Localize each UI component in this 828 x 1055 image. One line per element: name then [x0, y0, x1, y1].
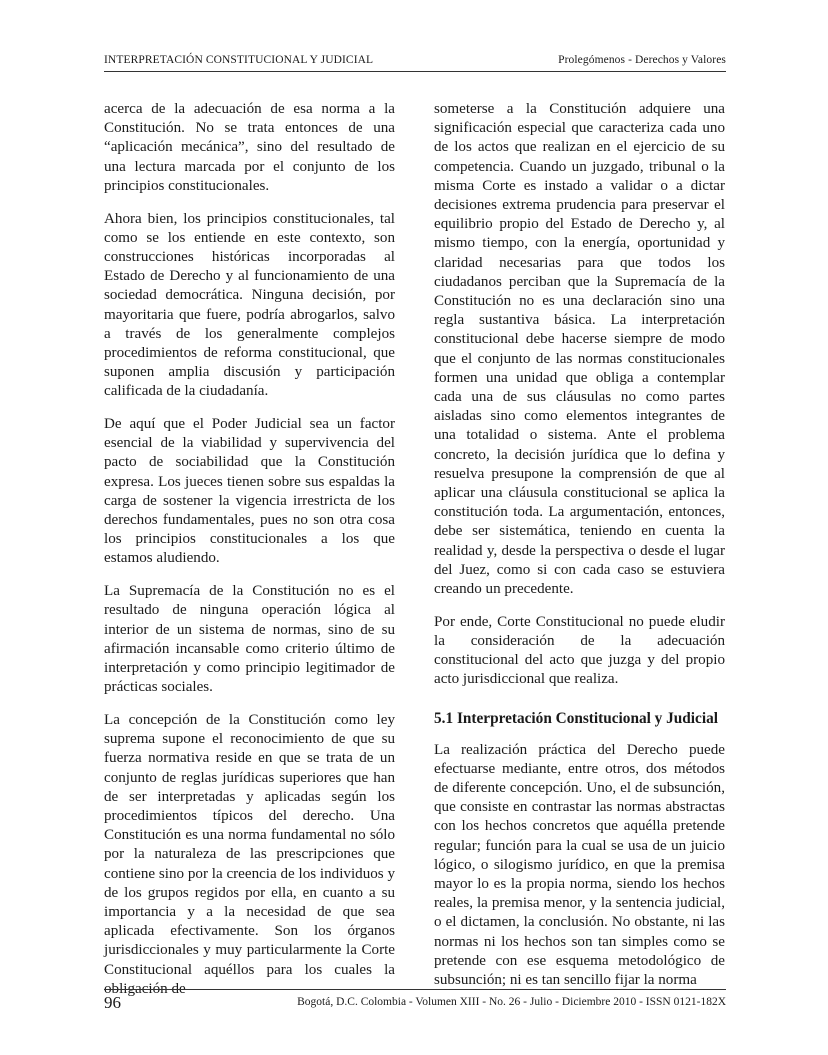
journal-citation: Bogotá, D.C. Colombia - Volumen XIII - No. 26 - Julio - Diciembre 2010 - ISSN 0121-182X — [297, 996, 726, 1008]
right-text-column — [434, 100, 725, 1004]
body-paragraph: La realización práctica del Derecho puede efectuarse mediante, entre otros, dos métodos de diferente concepción. Uno, el de subsunción, que consiste en contrastar las normas abstractas con los hechos concretos que aquélla pretende regular; función para la cual se usa de un juicio lógico, o silogismo jurídico, en que la premisa mayor lo es la propia norma, siendo los hechos reales, la premisa menor, y la sentencia judicial, o el dictamen, la conclusión. No obstante, ni las normas ni los hechos son tan simples como se pretende con ese esquema metodológico de subsunción; ni es tan sencillo fijar la norma — [434, 741, 725, 989]
running-header — [104, 54, 726, 70]
body-paragraph: someterse a la Constitución adquiere una significación especial que caracteriza cada uno de los actos que realizan en el ejercicio de su competencia. Cuando un juzgado, tribunal o la misma Corte es instado a validar o a dictar decisiones extrema prudencia para preservar el equilibrio propio del Estado de Derecho y, al mismo tiempo, con la energía, oportunidad y claridad necesarias para que todos los ciudadanos perciban que la Supremacía de la Constitución no es una declaración sino una regla sustantiva básica. La interpretación constitucional debe hacerse siempre de modo que el conjunto de las normas constitucionales formen una unidad que obliga a contemplar cada una de sus cláusulas no como partes aisladas sino como elementos integrantes de una totalidad o sistema. Ante el problema concreto, la decisión jurídica que lo defina y resuelva presupone la comprensión de que al aplicar una cláusula constitucional se aplica la constitución toda. La argumentación, entonces, debe ser sistemática, teniendo en cuenta la realidad y, desde la perspectiva o desde el lugar del Juez, como si con cada caso se estuviera creando un precedente. — [434, 101, 725, 598]
body-paragraph: De aquí que el Poder Judicial sea un factor esencial de la viabilidad y supervivencia del pacto de sociabilidad que la Constitución expresa. Los jueces tienen sobre sus espaldas la carga de sostener la vigencia irrestricta de los derechos fundamentales, pues no son otra cosa los principios constitucionales a los que estamos aludiendo. — [104, 416, 395, 567]
left-text-column — [104, 100, 395, 1012]
body-paragraph: La concepción de la Constitución como ley suprema supone el reconocimiento de que su fuerza normativa reside en que se trata de un conjunto de reglas jurídicas superiores que han de ser interpretadas y aplicadas según los procedimientos típicos del derecho. Una Constitución es una norma fundamental no sólo por la naturaleza de las prescripciones que contiene sino por la creencia de los individuos y de los grupos regidos por ella, en cuanto a su importancia y a la necesidad de que sea aplicada efectivamente. Son los órganos jurisdiccionales y muy particularmente la Corte Constitucional aquéllos para los cuales la obligación de — [104, 711, 395, 997]
body-paragraph: Ahora bien, los principios constitucionales, tal como se los entiende en este contexto, son construcciones históricas incorporadas al Estado de Derecho y al funcionamiento de una sociedad democrática. Ninguna decisión, por mayoritaria que fuere, podría abrogarlos, salvo a través de los generalmente complejos procedimientos de reforma constitucional, que suponen amplia discusión y participación calificada de la ciudadanía. — [104, 210, 395, 400]
header-journal-name: Prolegómenos - Derechos y Valores — [558, 54, 726, 66]
body-paragraph: La Supremacía de la Constitución no es el resultado de ninguna operación lógica al interior de un sistema de normas, sino de su afirmación incansable como criterio último de interpretación y como principio legitimador de prácticas sociales. — [104, 583, 395, 696]
body-paragraph: Por ende, Corte Constitucional no puede eludir la consideración de la adecuación constitucional del acto que juzga y del propio acto jurisdiccional que realiza. — [434, 613, 725, 688]
page-number: 96 — [104, 993, 121, 1012]
section-heading: 5.1 Interpretación Constitucional y Judicial — [434, 709, 718, 727]
header-divider — [104, 71, 726, 72]
body-paragraph: acerca de la adecuación de esa norma a la Constitución. No se trata entonces de una “aplicación mecánica”, sino del resultado de una lectura marcada por el conjunto de los principios constitucionales. — [104, 101, 395, 194]
page-footer — [104, 993, 726, 1015]
header-journal-section-title: INTERPRETACIÓN CONSTITUCIONAL Y JUDICIAL — [104, 54, 374, 66]
footer-divider — [104, 989, 726, 990]
